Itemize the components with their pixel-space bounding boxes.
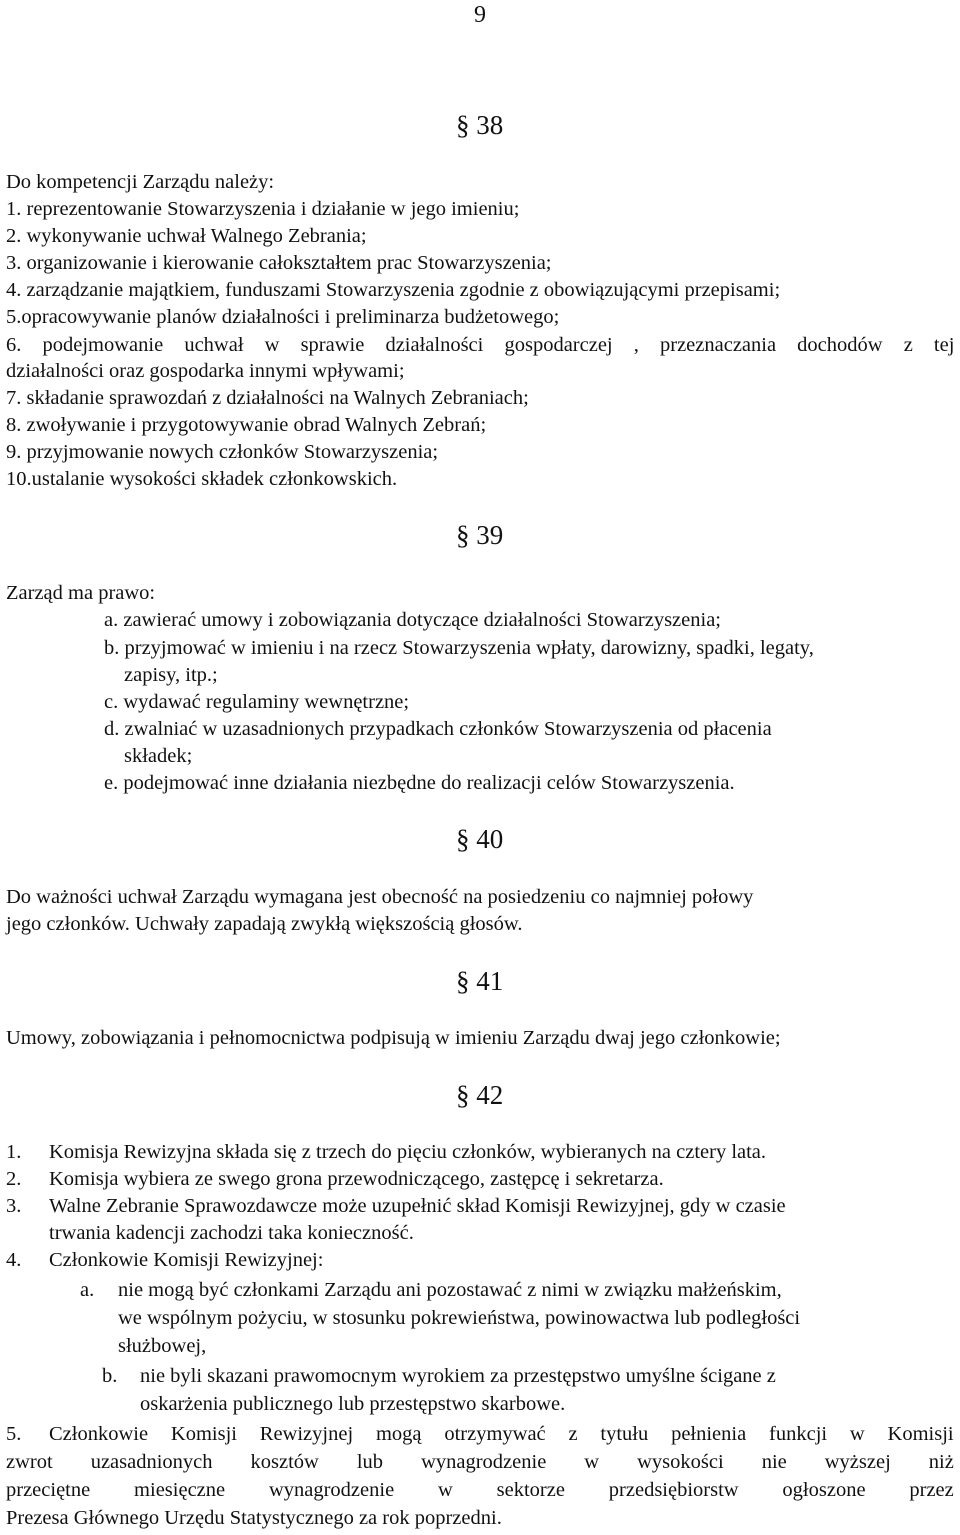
list-item-continuation: Prezesa Głównego Urzędu Statystycznego za rok poprzedni. [6,1507,502,1529]
section-39-heading: § 39 [456,520,504,550]
list-item: c. wydawać regulaminy wewnętrzne; [104,691,410,713]
sublist-item: nie byli skazani prawomocnym wyrokiem za przestępstwo umyślne ścigane z [140,1365,776,1387]
list-item: Członkowie Komisji Rewizyjnej: [49,1249,324,1271]
list-item-continuation: składek; [124,745,193,767]
list-item: a. zawierać umowy i zobowiązania dotyczące działalności Stowarzyszenia; [104,609,721,631]
list-item-number: 1. [6,1141,22,1163]
list-item: 4. zarządzanie majątkiem, funduszami Stowarzyszenia zgodnie z obowiązującymi przepisami; [6,279,781,301]
list-item-continuation: zwrot uzasadnionych kosztów lub wynagrodzenie w wysokości nie wyższej niż [6,1451,954,1473]
section-38-intro: Do kompetencji Zarządu należy: [6,171,275,193]
sublist-item-continuation: we wspólnym pożyciu, w stosunku pokrewieństwa, powinowactwa lub podległości [118,1307,801,1329]
list-item: d. zwalniać w uzasadnionych przypadkach członków Stowarzyszenia od płacenia [104,718,772,740]
list-item: Członkowie Komisji Rewizyjnej mogą otrzymywać z tytułu pełnienia funkcji w Komisji [49,1423,954,1445]
list-item: 5.opracowywanie planów działalności i preliminarza budżetowego; [6,306,560,328]
list-item: Walne Zebranie Sprawozdawcze może uzupełnić skład Komisji Rewizyjnej, gdy w czasie [49,1195,786,1217]
sublist-item: nie mogą być członkami Zarządu ani pozostawać z nimi w związku małżeńskim, [118,1279,782,1301]
list-item-number: 4. [6,1249,22,1271]
list-item: 2. wykonywanie uchwał Walnego Zebrania; [6,225,367,247]
paragraph-line: jego członków. Uchwały zapadają zwykłą większością głosów. [6,913,523,935]
section-40-heading: § 40 [456,824,504,854]
list-item-continuation: działalności oraz gospodarka innymi wpływami; [6,360,405,382]
list-item: 10.ustalanie wysokości składek członkowskich. [6,468,398,490]
sublist-item-continuation: służbowej, [118,1335,207,1357]
page-number: 9 [474,2,486,28]
paragraph-line: Do ważności uchwał Zarządu wymagana jest obecność na posiedzeniu co najmniej połowy [6,886,754,908]
sublist-item-letter: b. [102,1365,118,1387]
list-item: 7. składanie sprawozdań z działalności na Walnych Zebraniach; [6,387,529,409]
list-item-continuation: zapisy, itp.; [124,664,218,686]
list-item-number: 2. [6,1168,22,1190]
list-item-continuation: przeciętne miesięczne wynagrodzenie w sektorze przedsiębiorstw ogłoszone przez [6,1479,954,1501]
list-item: 3. organizowanie i kierowanie całokształtem prac Stowarzyszenia; [6,252,552,274]
list-item: 9. przyjmowanie nowych członków Stowarzyszenia; [6,441,439,463]
list-item: 8. zwoływanie i przygotowywanie obrad Walnych Zebrań; [6,414,487,436]
sublist-item-letter: a. [80,1279,95,1301]
section-42-heading: § 42 [456,1080,504,1110]
list-item: 1. reprezentowanie Stowarzyszenia i działanie w jego imieniu; [6,198,520,220]
section-39-intro: Zarząd ma prawo: [6,582,156,604]
list-item: Komisja wybiera ze swego grona przewodniczącego, zastępcę i sekretarza. [49,1168,664,1190]
list-item-continuation: trwania kadencji zachodzi taka konieczność. [49,1222,414,1244]
paragraph-line: Umowy, zobowiązania i pełnomocnictwa podpisują w imieniu Zarządu dwaj jego członkowie; [6,1027,781,1049]
section-38-heading: § 38 [456,110,504,140]
list-item: Komisja Rewizyjna składa się z trzech do pięciu członków, wybieranych na cztery lata. [49,1141,767,1163]
list-item: 6. podejmowanie uchwał w sprawie działalności gospodarczej , przeznaczania dochodów z tej [6,334,955,356]
list-item: e. podejmować inne działania niezbędne do realizacji celów Stowarzyszenia. [104,772,735,794]
sublist-item-continuation: oskarżenia publicznego lub przestępstwo skarbowe. [140,1393,566,1415]
list-item: b. przyjmować w imieniu i na rzecz Stowarzyszenia wpłaty, darowizny, spadki, legaty, [104,637,814,659]
list-item-number: 3. [6,1195,22,1217]
section-41-heading: § 41 [456,966,504,996]
list-item-number: 5. [6,1423,22,1445]
